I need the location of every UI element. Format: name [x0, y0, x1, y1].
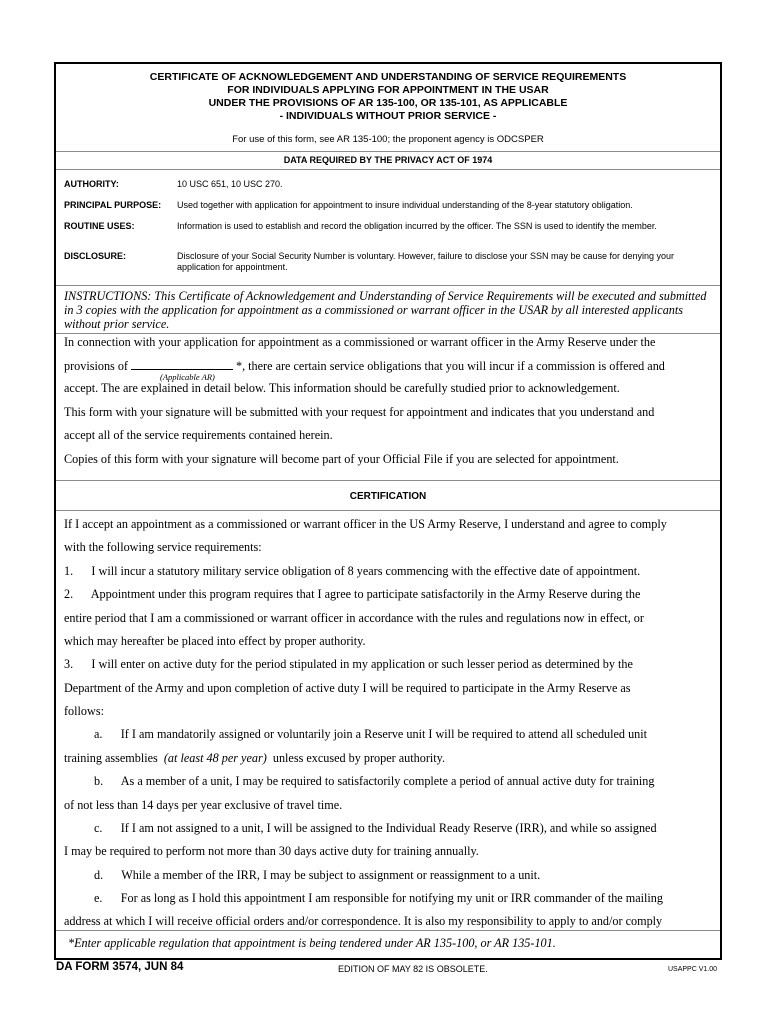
intro-line-6: Copies of this form with your signature will become part of your Official File if you are selected for appointment. — [64, 452, 619, 466]
privacy-text: Disclosure of your Social Security Number is voluntary. However, failure to disclose your SSN may be cause for denying your application for appointment. — [177, 251, 675, 272]
cert-item-2: 2. Appointment under this program requires that I agree to participate satisfactorily in the Army Reserve during the — [64, 587, 641, 601]
cert-line: follows: — [64, 704, 104, 718]
applicable-ar-label: (Applicable AR) — [160, 372, 215, 382]
cert-item-3e: e. For as long as I hold this appointment I am responsible for notifying my unit or IRR commander of the mailing — [94, 891, 663, 905]
privacy-label: DISCLOSURE: — [64, 251, 127, 261]
intro-line-5: accept all of the service requirements contained herein. — [64, 428, 333, 442]
privacy-text: 10 USC 651, 10 USC 270. — [177, 179, 283, 189]
cert-item-1: 1. I will incur a statutory military service obligation of 8 years commencing with the effective date of appointment. — [64, 564, 641, 578]
cert-line: If I accept an appointment as a commissioned or warrant officer in the US Army Reserve, I understand and agree to comply — [64, 517, 667, 531]
cert-item-3d: d. While a member of the IRR, I may be subject to assignment or reassignment to a unit. — [94, 868, 541, 882]
instructions-text: INSTRUCTIONS: This Certificate of Acknowledgement and Understanding of Service Requirements will be executed and submitted in 3 copies with the application for appointment as a commissioned or warrant officer in the USAR by all interested applicants without prior service. — [64, 289, 707, 331]
intro-section — [56, 328, 720, 478]
form-page — [54, 62, 722, 960]
footnote: *Enter applicable regulation that appointment is being tendered under AR 135-100, or AR 135-101. — [68, 936, 556, 950]
form-title-line-1: CERTIFICATE OF ACKNOWLEDGEMENT AND UNDERSTANDING OF SERVICE REQUIREMENTS — [149, 71, 627, 83]
privacy-label: PRINCIPAL PURPOSE: — [64, 200, 162, 210]
cert-text: unless excused by proper authority. — [272, 751, 446, 765]
edition-note: EDITION OF MAY 82 IS OBSOLETE. — [338, 964, 488, 974]
cert-line: with the following service requirements: — [64, 540, 262, 554]
form-title-line-2: FOR INDIVIDUALS APPLYING FOR APPOINTMENT IN THE USAR — [227, 84, 549, 96]
cert-item-3b: b. As a member of a unit, I may be required to satisfactorily complete a period of annual active duty for training — [94, 774, 655, 788]
intro-line-2-start: provisions of — [64, 359, 128, 373]
privacy-text: Used together with application for appointment to insure individual understanding of the 8-year statutory obligation. — [177, 200, 633, 210]
cert-line-3a-cont — [64, 751, 712, 766]
privacy-act-section — [56, 170, 720, 272]
intro-line-3: accept. The are explained in detail below. This information should be carefully studied prior to acknowledgement. — [64, 381, 620, 395]
cert-line: address at which I will receive official orders and/or correspondence. It is also my responsibility to apply to and/or comply — [64, 914, 663, 928]
cert-line: I may be required to perform not more than 30 days active duty for training annually. — [64, 844, 479, 858]
cert-text: training assemblies — [64, 751, 158, 765]
version-label: USAPPC V1.00 — [668, 966, 718, 973]
cert-item-3a: a. If I am mandatorily assigned or voluntarily join a Reserve unit I will be required to attend all scheduled unit — [94, 727, 648, 741]
applicable-ar-field[interactable] — [131, 358, 233, 370]
privacy-label: ROUTINE USES: — [64, 221, 135, 231]
certification-title: CERTIFICATION — [349, 491, 427, 502]
form-number: DA FORM 3574, JUN 84 — [56, 961, 184, 973]
divider — [56, 930, 720, 931]
form-title-line-3: UNDER THE PROVISIONS OF AR 135-100, OR 135-101, AS APPLICABLE — [208, 97, 568, 109]
form-header — [56, 64, 720, 146]
intro-line-2-end: *, there are certain service obligations that you will incur if a commission is offered and — [235, 359, 665, 373]
cert-line: which may hereafter be placed into effect by proper authority. — [64, 634, 366, 648]
cert-line: Department of the Army and upon completion of active duty I will be required to participate in the Army Reserve as — [64, 681, 631, 695]
cert-item-3c: c. If I am not assigned to a unit, I will be assigned to the Individual Ready Reserve (IRR), and while so assigned — [94, 821, 657, 835]
proponent-line: For use of this form, see AR 135-100; the proponent agency is ODCSPER — [232, 134, 544, 145]
cert-line: entire period that I am a commissioned or warrant officer in accordance with the rules and regulations now in effect, or — [64, 611, 644, 625]
intro-line-1: In connection with your application for appointment as a commissioned or warrant officer in the Army Reserve under the — [64, 335, 656, 349]
privacy-act-title: DATA REQUIRED BY THE PRIVACY ACT OF 1974 — [283, 155, 493, 165]
intro-line-4: This form with your signature will be submitted with your request for appointment and indicates that you understand and — [64, 405, 655, 419]
form-title-line-4: - INDIVIDUALS WITHOUT PRIOR SERVICE - — [279, 110, 497, 122]
cert-item-3: 3. I will enter on active duty for the period stipulated in my application or such lesser period as determined by the — [64, 657, 633, 671]
cert-emphasis: (at least 48 per year) — [163, 751, 267, 765]
certification-section — [56, 510, 720, 930]
cert-line: of not less than 14 days per year exclusive of travel time. — [64, 798, 343, 812]
divider — [56, 480, 720, 481]
privacy-text: Information is used to establish and record the obligation incurred by the officer. The SSN is used to identify the member. — [177, 221, 657, 231]
privacy-label: AUTHORITY: — [64, 179, 119, 189]
